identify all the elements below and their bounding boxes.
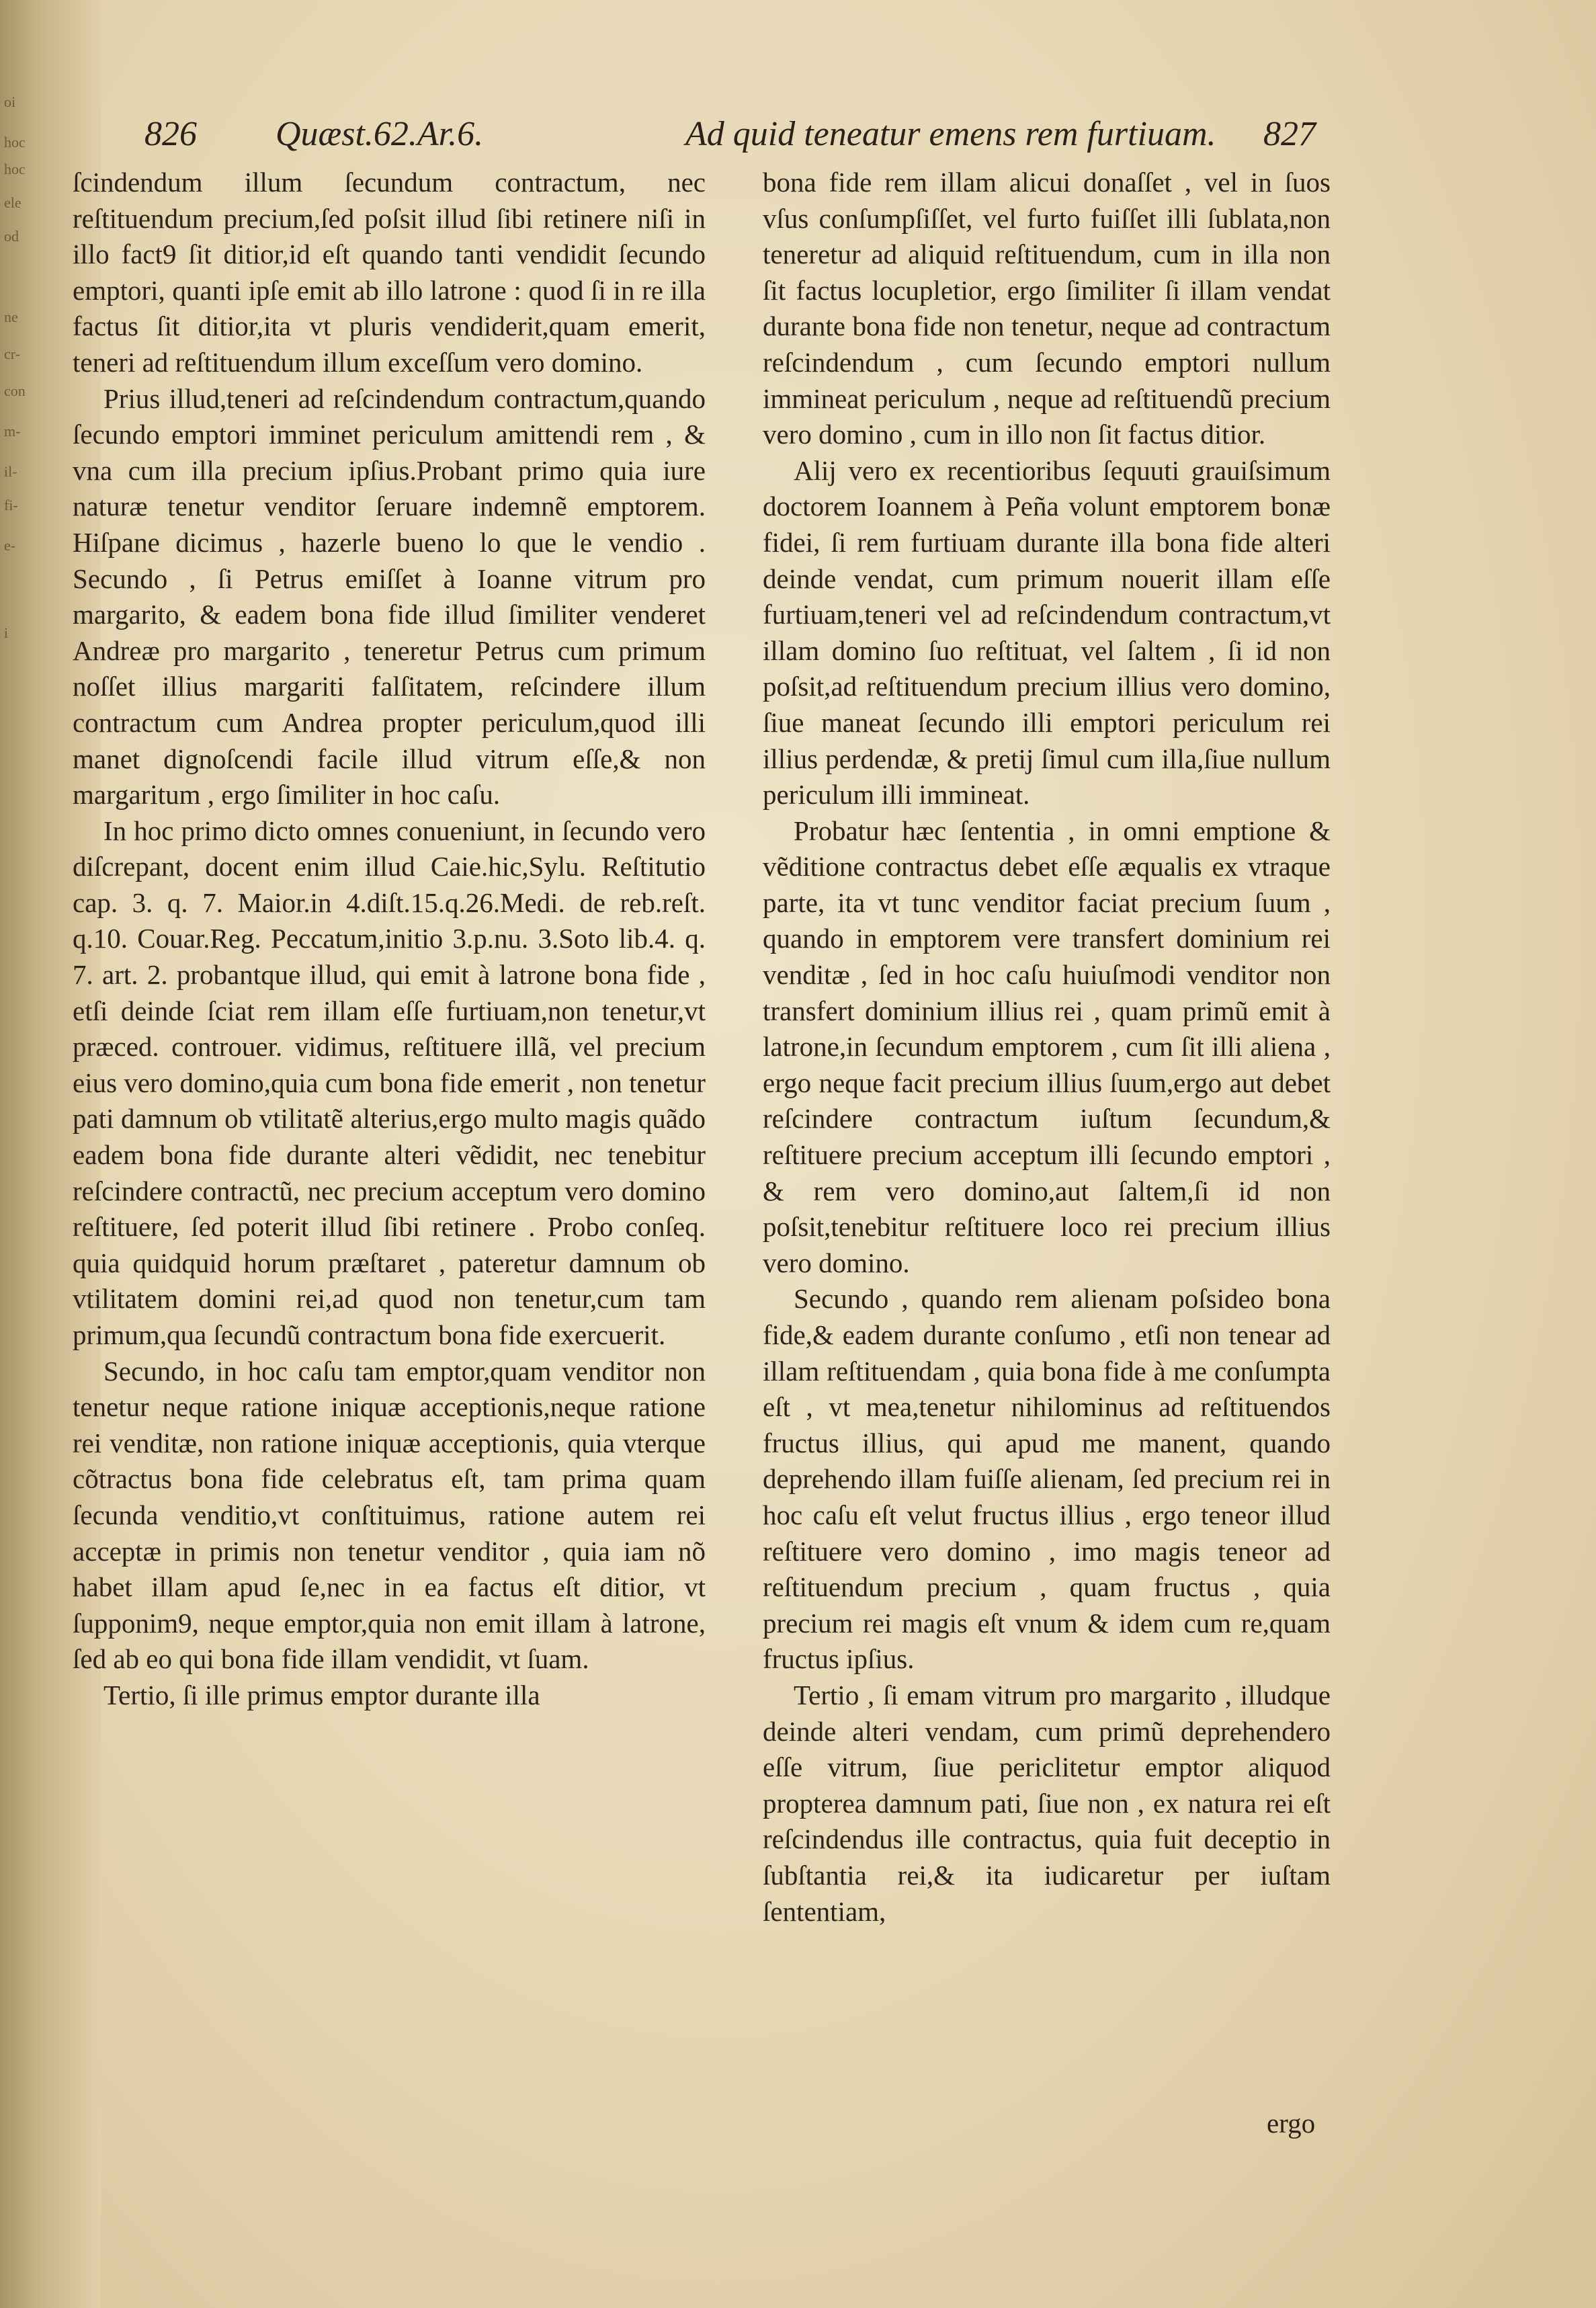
paragraph: Secundo, in hoc caſu tam emptor,quam venditor non tenetur neque ratione iniquæ acceptionis,neque ratione rei venditæ, non ratione iniquæ acceptionis, quia vterque cõtractus bona fide celebratus eſt, tam prima quam ſecunda venditio,vt conſtituimus, ratione autem rei acceptæ in primis non tenetur venditor , quia iam nõ habet illam apud ſe,nec in ea factus eſt ditior, vt ſupponim9, neque emptor,quia non emit illam à latrone, ſed ab eo qui bona fide illam vendidit, vt ſuam.	[73, 1355, 706, 1675]
catchword: ergo	[1267, 2108, 1316, 2139]
margin-bleed-fragment: fi-	[4, 497, 18, 513]
left-page-number: 826	[144, 115, 197, 153]
right-text-column	[763, 165, 1331, 1930]
right-running-title: Ad quid teneatur emens rem furtiuam.	[685, 115, 1216, 153]
paragraph: Secundo , quando rem alienam poſsideo bona fide,& eadem durante conſumo , etſi non tenear ad illam reſtituendam , quia bona fide à me conſumpta eſt , vt mea,tenetur nihilominus ad reſtituendos fructus illius, qui apud me manent, quando deprehendo illam fuiſſe alienam, ſed precium rei in hoc caſu eſt velut fructus illius , ergo teneor illud reſtituere vero domino , imo magis teneor ad reſtituendum precium , quam fructus , quia precium rei magis eſt vnum & idem cum re,quam fructus ipſius.	[763, 1283, 1331, 1675]
right-page-number: 827	[1263, 115, 1316, 153]
margin-bleed-fragment: il-	[4, 464, 17, 480]
paragraph: Tertio, ſi ille primus emptor durante illa	[103, 1679, 540, 1711]
margin-bleed-fragment: oi	[4, 94, 16, 110]
margin-bleed-fragment: ele	[4, 195, 22, 211]
paragraph: bona fide rem illam alicui donaſſet , vel in ſuos vſus conſumpſiſſet, vel furto fuiſſet illi ſublata,non teneretur ad aliquid reſtituendum, cum in illa non ſit factus locupletior, ergo ſimiliter ſi illam vendat durante bona fide non tenetur, neque ad contractum reſcindendum , cum ſecundo emptori nullum immineat periculum , neque ad reſtituendũ precium vero domino , cum in illo non ſit factus ditior.	[763, 167, 1331, 450]
paragraph: Alij vero ex recentioribus ſequuti grauiſsimum doctorem Ioannem à Peña volunt emptorem bonæ fidei, ſi rem furtiuam durante illa bona fide alteri deinde vendat, cum primum nouerit illam eſſe furtiuam,teneri vel ad reſcindendum contractum,vt illam domino ſuo reſtituat, vel ſaltem , ſi id non poſsit,ad reſtituendum precium illius vero domino, ſiue maneat ſecundo illi emptori periculum rei illius perdendæ, & pretij ſimul cum illa,ſiue nullum periculum illi immineat.	[763, 454, 1331, 811]
left-text-column	[73, 165, 706, 1714]
margin-bleed-fragment: hoc	[4, 134, 26, 151]
paragraph: In hoc primo dicto omnes conueniunt, in ſecundo vero diſcrepant, docent enim illud Caie.hic,Sylu. Reſtitutio cap. 3. q. 7. Maior.in 4.diſt.15.q.26.Medi. de reb.reſt. q.10. Couar.Reg. Peccatum,initio 3.p.nu. 3.Soto lib.4. q. 7. art. 2. probantque illud, qui emit à latrone bona fide , etſi deinde ſciat rem illam eſſe furtiuam,non tenetur,vt præced. controuer. vidimus, reſtituere illã, vel precium eius vero domino,quia cum bona fide emerit , non tenetur pati damnum ob vtilitatẽ alterius,ergo multo magis quãdo eadem bona fide durante alteri vẽdidit, nec tenebitur reſcindere contractũ, nec precium acceptum vero domino reſtituere, ſed poterit illud ſibi retinere . Probo conſeq. quia quidquid horum præſtaret , pateretur damnum ob vtilitatem domini rei,ad quod non tenetur,cum tam primum,qua ſecundũ contractum bona fide exercuerit.	[73, 815, 706, 1350]
paragraph: Prius illud,teneri ad reſcindendum contractum,quando ſecundo emptori imminet periculum amittendi rem , & vna cum illa precium ipſius.Probant primo quia iure naturæ tenetur venditor ſeruare indemnẽ emptorem. Hiſpane dicimus , hazerle bueno lo que le vendio . Secundo , ſi Petrus emiſſet à Ioanne vitrum pro margarito, & eadem bona fide illud ſimiliter venderet Andreæ pro margarito , teneretur Petrus cum primum noſſet illius margariti falſitatem, reſcindere illum contractum cum Andrea propter periculum,quod illi manet dignoſcendi facile illud vitrum eſſe,& non margaritum , ergo ſimiliter in hoc caſu.	[73, 382, 706, 811]
paragraph: ſcindendum illum ſecundum contractum, nec reſtituendum precium,ſed poſsit illud ſibi retinere niſi in illo fact9 ſit ditior,id eſt quando tanti vendidit ſecundo emptori, quanti ipſe emit ab illo latrone : quod ſi in re illa factus ſit ditior,ita vt pluris vendiderit,quam emerit, teneri ad reſtituendum illum exceſſum vero domino.	[73, 167, 706, 378]
margin-bleed-fragment: od	[4, 229, 19, 245]
margin-bleed-fragment: m-	[4, 423, 21, 440]
margin-bleed-fragment: cr-	[4, 346, 20, 362]
paragraph: Probatur hæc ſententia , in omni emptione & vẽditione contractus debet eſſe æqualis ex vtraque parte, ita vt tunc venditor faciat precium ſuum , quando in emptorem vere transfert dominium rei venditæ , ſed in hoc caſu huiuſmodi venditor non transfert dominium illius rei , quam primũ emit à latrone,in ſecundum emptorem , cum ſit illi aliena , ergo neque facit precium illius ſuum,ergo aut debet reſcindere contractum iuſtum ſecundum,& reſtituere precium acceptum illi ſecundo emptori , & rem vero domino,aut ſaltem,ſi id non poſsit,tenebitur reſtituere loco rei precium illius vero domino.	[763, 815, 1331, 1278]
margin-bleed-fragment: i	[4, 625, 9, 641]
margin-bleed-fragment: e-	[4, 538, 16, 554]
left-running-title: Quæst.62.Ar.6.	[276, 115, 484, 153]
margin-bleed-fragment: ne	[4, 309, 18, 325]
margin-bleed-fragment: con	[4, 383, 26, 399]
margin-bleed-fragment: hoc	[4, 161, 26, 177]
paragraph: Tertio , ſi emam vitrum pro margarito , illudque deinde alteri vendam, cum primũ deprehendero eſſe vitrum, ſiue periclitetur emptor aliquod propterea damnum pati, ſiue non , ex natura rei eſt reſcindendus ille contractus, quia fuit deceptio in ſubſtantia rei,& ita iudicaretur per iuſtam ſententiam,	[763, 1679, 1331, 1927]
